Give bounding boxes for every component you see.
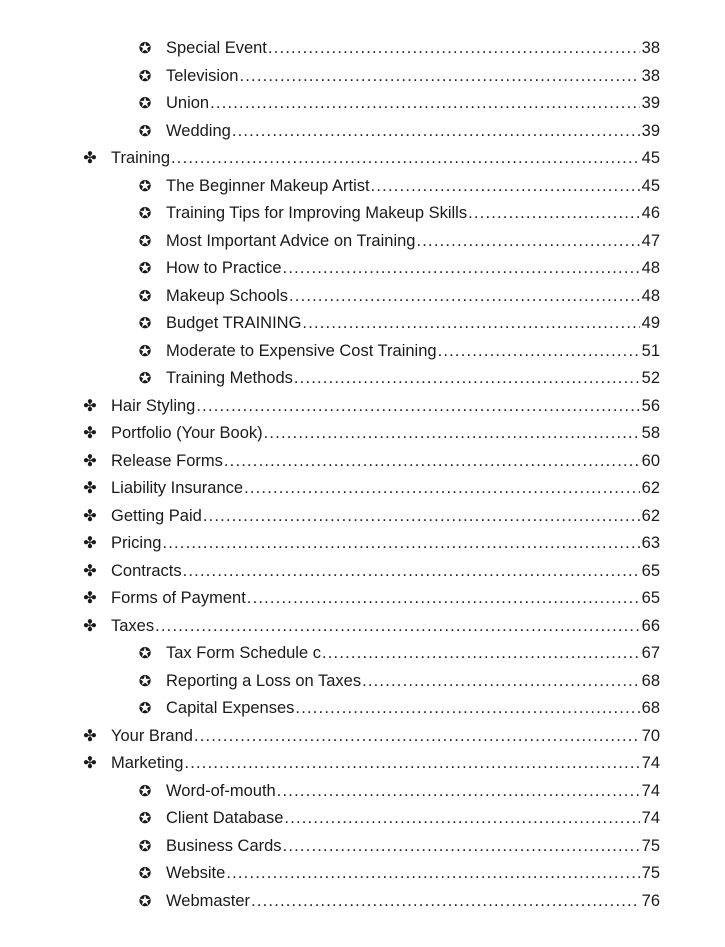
toc-entry-subsection: [0, 117, 725, 145]
dot-leader: [239, 65, 639, 87]
circled-star-icon: ✪: [138, 341, 152, 360]
dot-leader: [244, 477, 640, 499]
toc-entry-title: Training: [111, 149, 170, 167]
four-petal-cross-icon: ✤: [83, 753, 97, 772]
toc-entry-title: Moderate to Expensive Cost Training: [166, 341, 437, 360]
dot-leader: [247, 587, 640, 609]
toc-entry-section: [0, 392, 725, 420]
circled-star-icon: ✪: [138, 671, 152, 690]
toc-page-number: 67: [641, 644, 660, 662]
toc-page-number: 62: [641, 479, 660, 497]
toc-line: [166, 367, 660, 389]
toc-page-number: 65: [641, 589, 660, 607]
toc-page-number: 62: [641, 506, 660, 525]
dot-leader: [362, 670, 640, 692]
toc-line: [166, 807, 660, 829]
toc-line: [166, 92, 660, 114]
toc-line: [111, 560, 660, 582]
four-petal-cross-icon: ✤: [83, 450, 97, 470]
toc-line: [166, 642, 660, 664]
toc-entry-title: Contracts: [111, 561, 182, 580]
toc-entry-title: Capital Expenses: [166, 699, 295, 717]
toc-page-number: 60: [641, 451, 660, 470]
toc-entry-title: Television: [166, 66, 239, 85]
toc-line: [111, 450, 660, 472]
dot-leader: [294, 367, 640, 389]
toc-entry-subsection: [0, 254, 725, 282]
circled-star-icon: ✪: [138, 39, 152, 57]
toc-entry-subsection: [0, 694, 725, 722]
four-petal-cross-icon: ✤: [83, 725, 97, 745]
toc-entry-subsection: [0, 199, 725, 227]
toc-page-number: 74: [641, 809, 660, 827]
dot-leader: [289, 285, 640, 307]
toc-line: [111, 477, 660, 499]
circled-star-icon: ✪: [138, 864, 152, 882]
toc-entry-section: [0, 144, 725, 172]
toc-line: [166, 862, 660, 884]
toc-entry-title: Release Forms: [111, 451, 223, 470]
toc-line: [166, 340, 660, 362]
toc-page-number: 68: [641, 699, 660, 717]
toc-line: [111, 615, 660, 637]
four-petal-cross-icon: ✤: [83, 423, 97, 442]
toc-page-number: 70: [641, 726, 660, 745]
toc-entry-subsection: [0, 639, 725, 667]
four-petal-cross-icon: ✤: [83, 395, 97, 415]
circled-star-icon: ✪: [138, 94, 152, 112]
circled-star-icon: ✪: [138, 204, 152, 222]
dot-leader: [194, 725, 640, 747]
toc-entry-subsection: [0, 777, 725, 805]
toc-entry-subsection: [0, 62, 725, 90]
circled-star-icon: ✪: [138, 286, 152, 305]
dot-leader: [226, 862, 639, 884]
toc-entry-title: Training Tips for Improving Makeup Skills: [166, 204, 468, 222]
dot-leader: [277, 780, 640, 802]
toc-page-number: 48: [641, 259, 660, 277]
toc-entry-title: Taxes: [111, 616, 155, 635]
toc-entry-title: Forms of Payment: [111, 589, 246, 607]
toc-entry-subsection: [0, 364, 725, 392]
toc-page-number: 45: [641, 176, 660, 195]
dot-leader: [203, 505, 640, 527]
toc-page-number: 65: [641, 561, 660, 580]
toc-entry-section: [0, 502, 725, 530]
toc-entry-subsection: [0, 282, 725, 310]
circled-star-icon: ✪: [138, 259, 152, 277]
dot-leader: [232, 120, 640, 142]
circled-star-icon: ✪: [138, 644, 152, 662]
dot-leader: [210, 92, 640, 114]
dot-leader: [416, 230, 639, 252]
circled-star-icon: ✪: [138, 809, 152, 827]
dot-leader: [196, 395, 639, 417]
circled-star-icon: ✪: [138, 369, 152, 387]
toc-line: [166, 670, 660, 692]
toc-page-number: 45: [641, 149, 660, 167]
circled-star-icon: ✪: [138, 699, 152, 717]
table-of-contents: [0, 34, 725, 914]
four-petal-cross-icon: ✤: [83, 533, 97, 552]
toc-entry-section: [0, 722, 725, 750]
toc-entry-title: Wedding: [166, 121, 231, 140]
toc-entry-subsection: [0, 667, 725, 695]
toc-line: [166, 312, 660, 334]
toc-page-number: 68: [641, 671, 660, 690]
toc-line: [166, 202, 660, 224]
dot-leader: [302, 312, 639, 334]
toc-page-number: 58: [641, 424, 660, 442]
dot-leader: [171, 147, 640, 169]
toc-entry-section: [0, 447, 725, 475]
toc-line: [166, 285, 660, 307]
toc-line: [111, 725, 660, 747]
toc-line: [166, 65, 660, 87]
toc-page-number: 75: [641, 864, 660, 882]
toc-entry-title: Liability Insurance: [111, 479, 244, 497]
circled-star-icon: ✪: [138, 836, 152, 855]
toc-line: [111, 422, 660, 444]
toc-page-number: 48: [641, 286, 660, 305]
circled-star-icon: ✪: [138, 66, 152, 85]
toc-entry-title: Portfolio (Your Book): [111, 424, 263, 442]
toc-entry-section: [0, 612, 725, 640]
toc-entry-title: Marketing: [111, 754, 184, 772]
dot-leader: [251, 890, 640, 912]
toc-entry-subsection: [0, 34, 725, 62]
toc-line: [166, 890, 660, 912]
toc-line: [111, 532, 660, 554]
toc-entry-title: Reporting a Loss on Taxes: [166, 671, 362, 690]
dot-leader: [264, 422, 640, 444]
dot-leader: [468, 202, 640, 224]
toc-entry-subsection: [0, 309, 725, 337]
dot-leader: [224, 450, 640, 472]
toc-line: [111, 587, 660, 609]
toc-entry-section: [0, 529, 725, 557]
dot-leader: [438, 340, 640, 362]
toc-entry-title: Pricing: [111, 534, 162, 552]
toc-page-number: 74: [641, 781, 660, 800]
four-petal-cross-icon: ✤: [83, 615, 97, 635]
toc-entry-title: Webmaster: [166, 891, 251, 910]
toc-entry-title: Makeup Schools: [166, 286, 288, 305]
toc-entry-title: Website: [166, 864, 226, 882]
four-petal-cross-icon: ✤: [83, 588, 97, 607]
toc-page-number: 75: [641, 836, 660, 855]
toc-entry-subsection: [0, 859, 725, 887]
toc-page-number: 39: [641, 121, 660, 140]
four-petal-cross-icon: ✤: [83, 505, 97, 525]
dot-leader: [284, 807, 639, 829]
toc-line: [111, 505, 660, 527]
toc-page-number: 39: [641, 94, 660, 112]
toc-line: [166, 697, 660, 719]
toc-entry-title: Training Methods: [166, 369, 293, 387]
toc-entry-title: Special Event: [166, 39, 267, 57]
toc-entry-subsection: [0, 337, 725, 365]
dot-leader: [268, 37, 640, 59]
dot-leader: [155, 615, 640, 637]
toc-line: [166, 257, 660, 279]
toc-page-number: 46: [641, 204, 660, 222]
toc-line: [166, 835, 660, 857]
dot-leader: [184, 752, 639, 774]
toc-line: [166, 175, 660, 197]
toc-page-number: 56: [641, 396, 660, 415]
toc-page-number: 74: [641, 754, 660, 772]
toc-line: [111, 147, 660, 169]
toc-entry-section: [0, 474, 725, 502]
toc-entry-title: Business Cards: [166, 836, 282, 855]
dot-leader: [283, 257, 640, 279]
toc-entry-title: Budget TRAINING: [166, 314, 302, 332]
circled-star-icon: ✪: [138, 176, 152, 195]
toc-entry-title: Your Brand: [111, 726, 193, 745]
toc-entry-title: The Beginner Makeup Artist: [166, 176, 370, 195]
toc-entry-title: Getting Paid: [111, 506, 202, 525]
four-petal-cross-icon: ✤: [83, 560, 97, 580]
toc-entry-title: Word-of-mouth: [166, 781, 276, 800]
toc-entry-section: [0, 557, 725, 585]
dot-leader: [162, 532, 639, 554]
toc-entry-subsection: [0, 89, 725, 117]
circled-star-icon: ✪: [138, 891, 152, 910]
toc-page-number: 49: [641, 314, 660, 332]
toc-page-number: 38: [641, 39, 660, 57]
circled-star-icon: ✪: [138, 231, 152, 250]
toc-page-number: 52: [641, 369, 660, 387]
dot-leader: [183, 560, 640, 582]
toc-entry-subsection: [0, 227, 725, 255]
dot-leader: [322, 642, 640, 664]
toc-entry-section: [0, 749, 725, 777]
toc-entry-title: Most Important Advice on Training: [166, 231, 416, 250]
toc-entry-subsection: [0, 804, 725, 832]
circled-star-icon: ✪: [138, 314, 152, 332]
toc-page-number: 51: [641, 341, 660, 360]
dot-leader: [295, 697, 639, 719]
toc-entry-subsection: [0, 832, 725, 860]
toc-page-number: 63: [641, 534, 660, 552]
toc-entry-title: Union: [166, 94, 210, 112]
toc-entry-title: Client Database: [166, 809, 284, 827]
dot-leader: [283, 835, 640, 857]
toc-entry-section: [0, 419, 725, 447]
toc-page-number: 38: [641, 66, 660, 85]
dot-leader: [371, 175, 640, 197]
toc-entry-subsection: [0, 172, 725, 200]
toc-entry-section: [0, 584, 725, 612]
toc-line: [111, 752, 660, 774]
toc-entry-title: Hair Styling: [111, 396, 196, 415]
toc-line: [111, 395, 660, 417]
toc-line: [166, 120, 660, 142]
toc-entry-subsection: [0, 887, 725, 915]
toc-line: [166, 230, 660, 252]
toc-line: [166, 37, 660, 59]
toc-page-number: 76: [641, 891, 660, 910]
circled-star-icon: ✪: [138, 121, 152, 140]
circled-star-icon: ✪: [138, 781, 152, 800]
toc-page-number: 66: [641, 616, 660, 635]
toc-entry-title: How to Practice: [166, 259, 282, 277]
toc-line: [166, 780, 660, 802]
toc-page-number: 47: [641, 231, 660, 250]
four-petal-cross-icon: ✤: [83, 148, 97, 167]
toc-entry-title: Tax Form Schedule c: [166, 644, 321, 662]
four-petal-cross-icon: ✤: [83, 478, 97, 497]
